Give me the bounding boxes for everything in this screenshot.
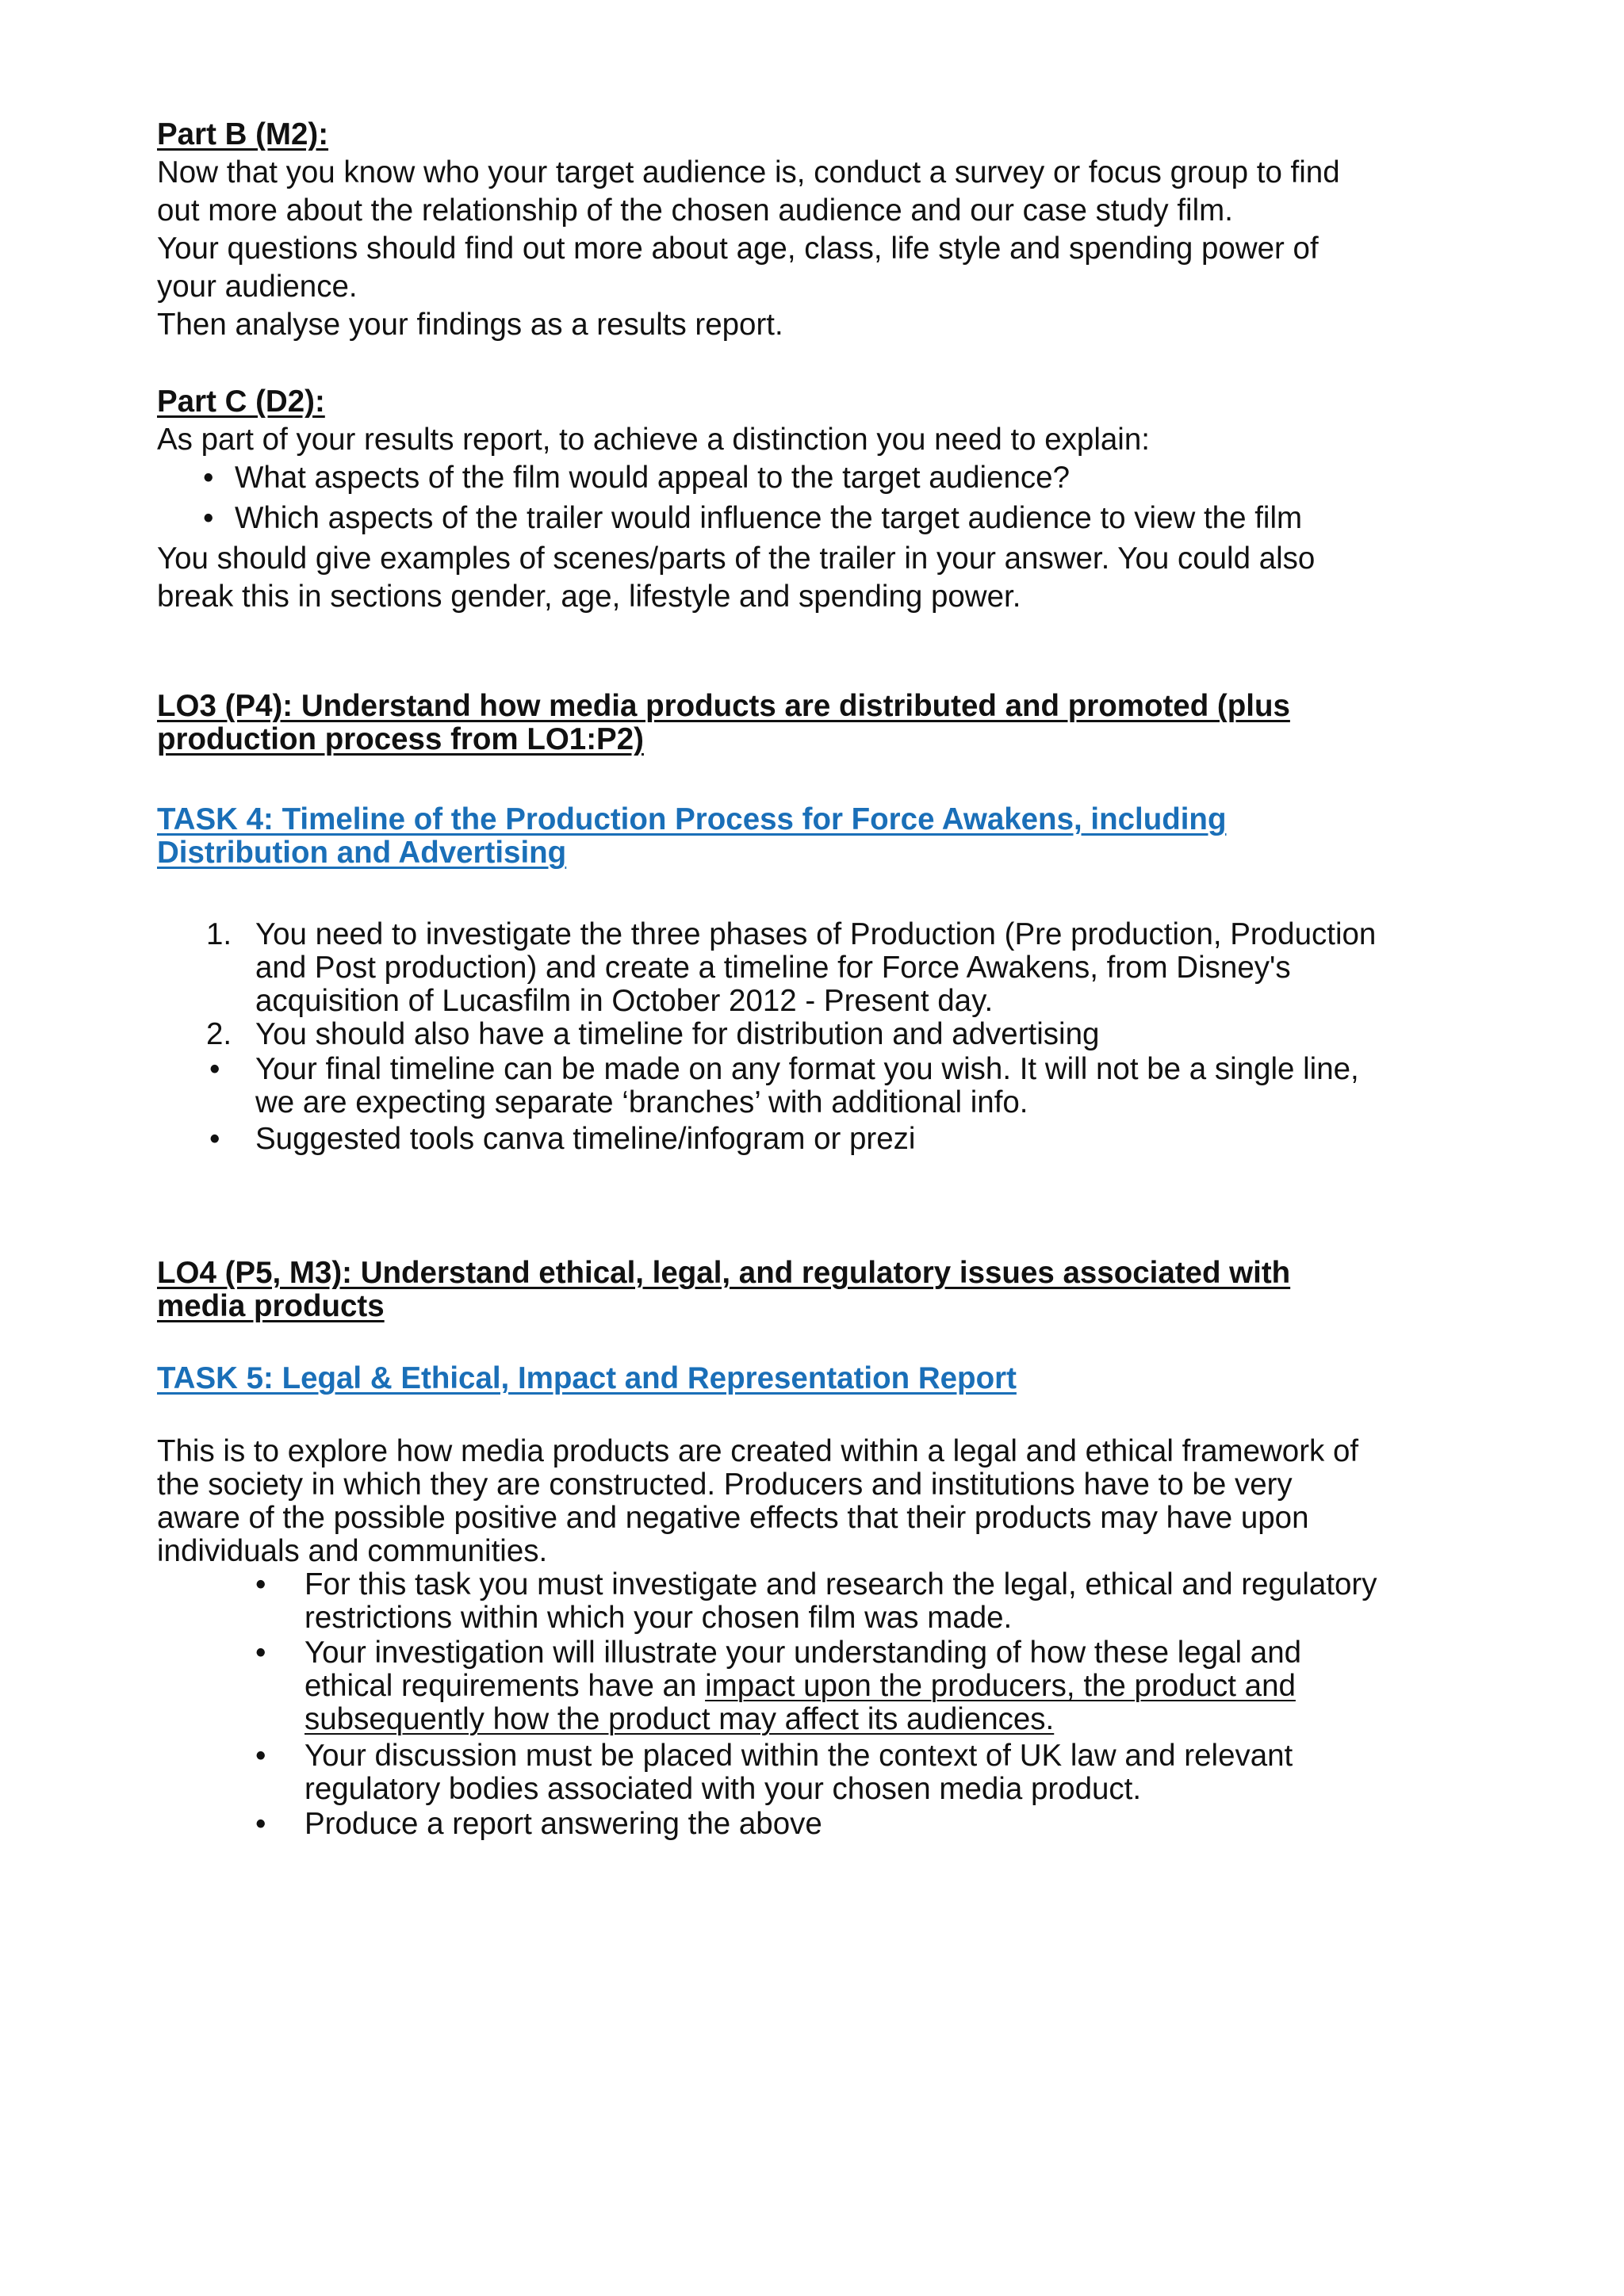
bullet-marker: • — [209, 1122, 220, 1156]
list-item — [157, 1808, 1473, 1843]
part-b-section — [157, 116, 1473, 344]
part-b-line: Your questions should find out more about age, class, life style and spending power of — [157, 232, 1319, 266]
part-c-section — [157, 383, 1473, 616]
task4-heading-line[interactable]: Distribution and Advertising — [157, 836, 567, 870]
list-item — [157, 1053, 1473, 1123]
part-b-line: Then analyse your findings as a results report. — [157, 308, 783, 342]
task5-intro — [157, 1435, 1473, 1568]
part-c-bullet — [157, 459, 1473, 499]
task4-list — [157, 918, 1473, 1158]
bullet-marker: • — [255, 1567, 266, 1601]
part-c-outro-line: You should give examples of scenes/parts of the trailer in your answer. You could also — [157, 541, 1316, 576]
underlined-text: impact upon the producers, the product and — [705, 1669, 1296, 1703]
task5-intro-line: individuals and communities. — [157, 1534, 548, 1568]
list-item-line: restrictions within which your chosen film was made. — [304, 1601, 1013, 1635]
underlined-text: subsequently how the product may affect its audiences. — [304, 1702, 1055, 1736]
part-c-bullet-text: Which aspects of the trailer would influence the target audience to view the film — [235, 501, 1303, 535]
list-number: 2. — [206, 1017, 232, 1051]
part-c-outro-line: break this in sections gender, age, lifestyle and spending power. — [157, 580, 1021, 614]
list-item-line: For this task you must investigate and research the legal, ethical and regulatory — [304, 1567, 1377, 1601]
list-item-text — [304, 1568, 1377, 1635]
bullet-marker: • — [255, 1807, 266, 1841]
list-item-text: Suggested tools canva timeline/infogram or prezi — [255, 1122, 916, 1156]
list-number: 1. — [206, 917, 232, 951]
lo3-heading-line: production process from LO1:P2) — [157, 722, 644, 756]
task4-heading[interactable] — [157, 803, 1473, 870]
part-c-intro: As part of your results report, to achieve a distinction you need to explain: — [157, 423, 1150, 457]
numbered-item-text: You should also have a timeline for distribution and advertising — [255, 1017, 1100, 1051]
list-item-text: Produce a report answering the above — [304, 1807, 822, 1841]
bullet-marker: • — [203, 461, 214, 495]
list-item-line: Your final timeline can be made on any format you wish. It will not be a single line, — [255, 1052, 1359, 1086]
list-item-text — [255, 1053, 1359, 1119]
part-c-bullet-text: What aspects of the film would appeal to the target audience? — [235, 461, 1070, 495]
part-c-bullet — [157, 499, 1473, 540]
list-item-line: regulatory bodies associated with your chosen media product. — [304, 1772, 1142, 1806]
list-item-line: Your discussion must be placed within the context of UK law and relevant — [304, 1739, 1293, 1773]
plain-text: ethical requirements have an — [304, 1669, 706, 1703]
numbered-item-line: acquisition of Lucasfilm in October 2012 - Present day. — [255, 984, 994, 1018]
numbered-item — [157, 918, 1473, 1018]
lo4-heading-line: LO4 (P5, M3): Understand ethical, legal, and regulatory issues associated with — [157, 1256, 1291, 1290]
part-c-heading: Part C (D2): — [157, 385, 325, 419]
bullet-marker: • — [209, 1052, 220, 1086]
task5-intro-line: the society in which they are constructed. Producers and institutions have to be very — [157, 1468, 1293, 1502]
task5-intro-line: aware of the possible positive and negative effects that their products may have upon — [157, 1501, 1309, 1535]
list-item — [157, 1568, 1473, 1636]
lo3-heading-line: LO3 (P4): Understand how media products are distributed and promoted (plus — [157, 689, 1290, 723]
list-item-text — [304, 1636, 1301, 1736]
task5-intro-line: This is to explore how media products are created within a legal and ethical framework of — [157, 1434, 1359, 1468]
part-b-line: out more about the relationship of the chosen audience and our case study film. — [157, 193, 1233, 228]
numbered-item-line: and Post production) and create a timeline for Force Awakens, from Disney's — [255, 951, 1291, 985]
list-item-line: Your investigation will illustrate your understanding of how these legal and — [304, 1636, 1302, 1670]
numbered-item — [157, 1018, 1473, 1053]
part-b-heading: Part B (M2): — [157, 117, 329, 151]
list-item — [157, 1636, 1473, 1739]
list-item-line: we are expecting separate ‘branches’ with additional info. — [255, 1085, 1028, 1119]
numbered-item-text — [255, 918, 1376, 1018]
list-item-text — [304, 1739, 1293, 1806]
list-item — [157, 1739, 1473, 1808]
lo4-heading — [157, 1257, 1473, 1323]
list-item-line — [304, 1670, 1301, 1703]
task5-list — [157, 1568, 1473, 1843]
bullet-marker: • — [255, 1739, 266, 1773]
list-item — [157, 1123, 1473, 1158]
part-b-line: Now that you know who your target audience is, conduct a survey or focus group to find — [157, 155, 1340, 189]
task4-heading-line[interactable]: TASK 4: Timeline of the Production Process for Force Awakens, including — [157, 802, 1227, 836]
lo4-heading-line: media products — [157, 1289, 385, 1323]
bullet-marker: • — [255, 1636, 266, 1670]
numbered-item-line: You need to investigate the three phases of Production (Pre production, Production — [255, 917, 1377, 951]
lo3-heading — [157, 690, 1473, 756]
part-b-line: your audience. — [157, 270, 358, 304]
bullet-marker: • — [203, 501, 214, 535]
task5-heading-line[interactable]: TASK 5: Legal & Ethical, Impact and Representation Report — [157, 1361, 1017, 1395]
task5-heading[interactable] — [157, 1362, 1473, 1395]
